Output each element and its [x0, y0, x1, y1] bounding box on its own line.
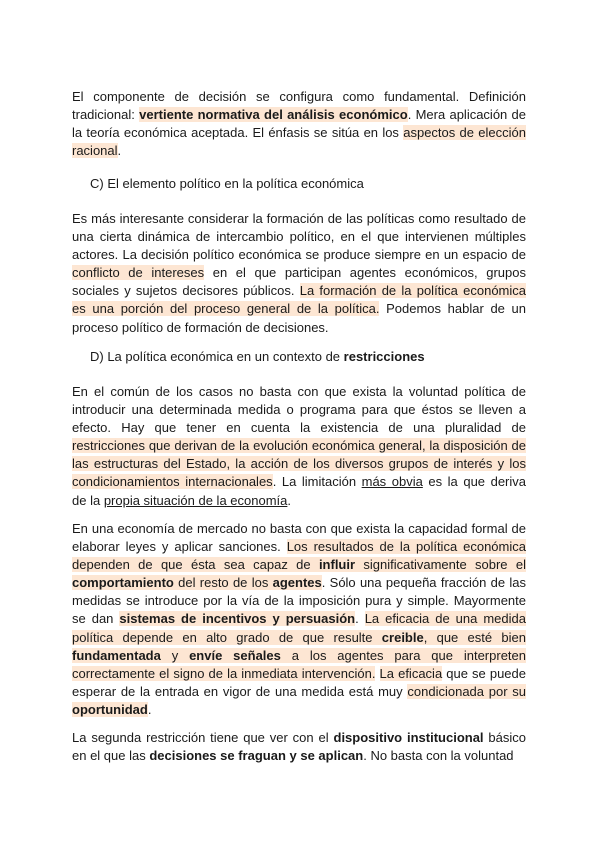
- highlight: aspectos de elección racional: [72, 125, 526, 159]
- text-segment: básico en el que las: [72, 730, 526, 764]
- text-segment: que se puede esperar de la entrada en vigor de una medida está muy: [72, 665, 526, 699]
- text-segment: . Sólo una pequeña fracción de las medidas se introduce por la vía de la imposición pura y simple. Mayormente se dan: [72, 575, 526, 627]
- text-segment: .: [355, 611, 365, 627]
- text-segment: es la que deriva de la: [72, 474, 527, 508]
- paragraph-market-economy: [72, 520, 526, 719]
- paragraph-institutional-device: [72, 729, 526, 765]
- paragraph-restrictions: [72, 383, 526, 510]
- highlight: significativamente sobre el: [355, 557, 526, 573]
- text-segment: . Mera aplicación de la teoría económica aceptada. El énfasis se sitúa en los: [72, 107, 527, 141]
- highlight: La formación de la política económica es una porción del proceso general de la política.: [72, 283, 526, 317]
- paragraph-decision-component: [72, 88, 526, 160]
- text-segment: . La limitación: [272, 474, 362, 490]
- highlight: a los agentes para que interpreten correctamente el signo de la inmediata intervención.: [72, 647, 526, 681]
- highlight-bold: influir: [318, 557, 356, 573]
- highlight: La eficacia: [379, 665, 443, 681]
- highlight: y: [160, 647, 190, 663]
- text-segment: .: [147, 701, 152, 717]
- underlined-text: más obvia: [361, 474, 423, 490]
- heading-text: D) La política económica en un contexto de: [90, 349, 344, 364]
- highlight-bold: creible: [381, 629, 424, 645]
- text-segment: En el común de los casos no basta con que exista la voluntad política de introducir una determinada medida o programa para que éstos se lleven a efecto. Hay que tener en cuenta la existencia de una pluralidad de: [72, 384, 526, 436]
- highlight: condicionada por su: [407, 683, 526, 699]
- section-heading-c: C) El elemento político en la política económica: [90, 176, 364, 191]
- highlight-bold: agentes: [272, 575, 322, 591]
- bold-text: decisiones se fraguan y se aplican: [149, 748, 364, 764]
- underlined-text: propia situación de la economía: [103, 492, 288, 508]
- text-segment: Podemos hablar de un proceso político de formación de decisiones.: [72, 301, 526, 335]
- text-segment: El componente de decisión se configura como fundamental. Definición tradicional:: [72, 89, 526, 123]
- highlight: Los resultados de la política económica dependen de que ésta sea capaz de: [72, 539, 526, 573]
- bold-text: dispositivo institucional: [333, 730, 484, 745]
- highlight-bold: sistemas de incentivos y persuasión: [119, 611, 356, 627]
- highlight-bold: comportamiento: [72, 575, 174, 591]
- text-segment: En una economía de mercado no basta con que exista la capacidad formal de elaborar leyes y aplicar sanciones.: [72, 521, 526, 555]
- highlight-bold: oportunidad: [72, 701, 148, 717]
- text-segment: . No basta con la voluntad: [363, 748, 514, 764]
- highlight: , que esté bien: [423, 629, 526, 645]
- highlight: La eficacia de una medida política depende en alto grado de que resulte: [72, 611, 526, 645]
- text-segment: [375, 666, 379, 681]
- text-segment: Es más interesante considerar la formación de las políticas como resultado de una cierta dinámica de intercambio político, en el que intervienen múltiples actores. La decisión político económica se produce siempre en un espacio de: [72, 211, 526, 263]
- highlight: conflicto de intereses: [72, 265, 205, 281]
- highlight-bold: fundamentada: [72, 647, 161, 663]
- heading-bold: restricciones: [343, 349, 425, 364]
- highlight: restricciones que derivan de la evolución económica general, la disposición de las estructuras del Estado, la acción de los diversos grupos de interés y los condicionamientos internacionales: [72, 438, 526, 490]
- text-segment: .: [117, 143, 122, 159]
- text-segment: .: [287, 492, 291, 508]
- highlight-bold: envíe señales: [189, 647, 281, 663]
- text-segment: La segunda restricción tiene que ver con el: [72, 730, 334, 745]
- highlight: del resto de los: [173, 575, 273, 591]
- paragraph-political-element: [72, 210, 526, 337]
- highlight-bold: vertiente normativa del análisis económico: [139, 107, 408, 123]
- section-heading-d: [90, 348, 425, 366]
- text-segment: en el que participan agentes económicos, grupos sociales y sujetos decisores públicos.: [72, 265, 526, 299]
